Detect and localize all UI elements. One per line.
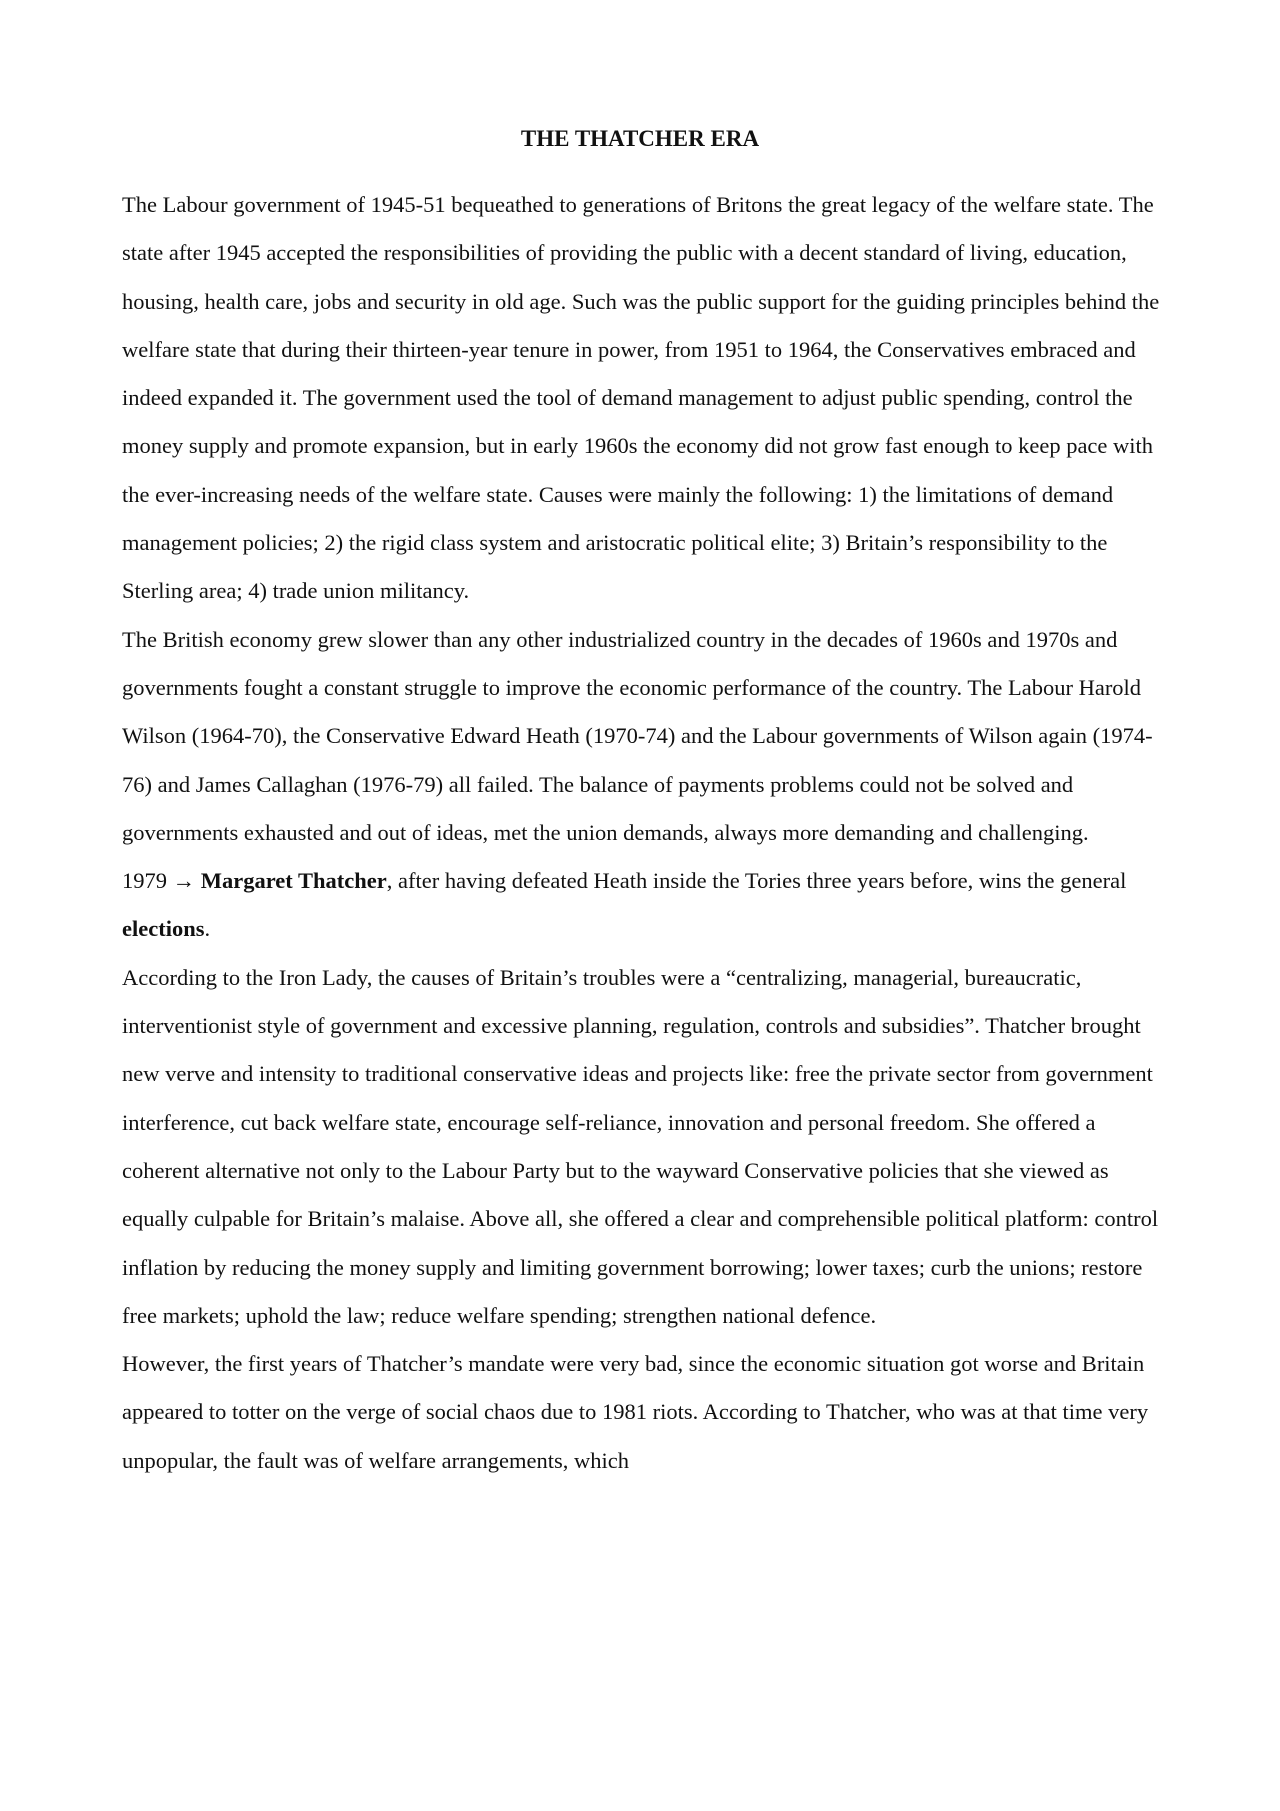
election-year-arrow: 1979 → [122,868,201,894]
thatcher-name: Margaret Thatcher [200,868,387,894]
election-text: , after having defeated Heath inside the Tories three years before, wins the general [386,868,1127,894]
paragraph-iron-lady: According to the Iron Lady, the causes of Britain’s troubles were a “centralizing, managerial, bureaucratic, interventionist style of government and excessive planning, regulation, controls and subsidies”. Thatcher brought new verve and intensity to traditional conservative ideas and projects like: free the private sector from government interference, cut back welfare state, encourage self-reliance, innovation and personal freedom. She offered a coherent alternative not only to the Labour Party but to the wayward Conservative policies that she viewed as equally culpable for Britain’s malaise. Above all, she offered a clear and comprehensible political platform: control inflation by reducing the money supply and limiting government borrowing; lower taxes; curb the unions; restore free markets; uphold the law; reduce welfare spending; strengthen national defence. [122,964,1159,1328]
page-title: THE THATCHER ERA [520,126,760,151]
paragraph-british-economy: The British economy grew slower than any other industrialized country in the decades of 1960s and 1970s and governments fought a constant struggle to improve the economic performance of the country. The Labour Harold Wilson (1964-70), the Conservative Edward Heath (1970-74) and the Labour governments of Wilson again (1974-76) and James Callaghan (1976-79) all failed. The balance of payments problems could not be solved and governments exhausted and out of ideas, met the union demands, always more demanding and challenging. [122,626,1153,845]
paragraph-welfare-state: The Labour government of 1945-51 bequeathed to generations of Britons the great legacy of the welfare state. The state after 1945 accepted the responsibilities of providing the public with a decent standard of living, education, housing, health care, jobs and security in old age. Such was the public support for the guiding principles behind the welfare state that during their thirteen-year tenure in power, from 1951 to 1964, the Conservatives embraced and indeed expanded it. The government used the tool of demand management to adjust public spending, control the money supply and promote expansion, but in early 1960s the economy did not grow fast enough to keep pace with the ever-increasing needs of the welfare state. Causes were mainly the following: 1) the limitations of demand management policies; 2) the rigid class system and aristocratic political elite; 3) Britain’s responsibility to the Sterling area; 4) trade union militancy. [122,192,1160,604]
paragraph-first-years: However, the first years of Thatcher’s mandate were very bad, since the economic situation got worse and Britain appeared to totter on the verge of social chaos due to 1981 riots. According to Thatcher, who was at that time very unpopular, the fault was of welfare arrangements, which [122,1351,1149,1473]
elections-word: elections [122,916,205,942]
paragraph-thatcher-election [122,857,1170,954]
election-period: . [204,916,211,942]
document-body [122,181,1170,1485]
